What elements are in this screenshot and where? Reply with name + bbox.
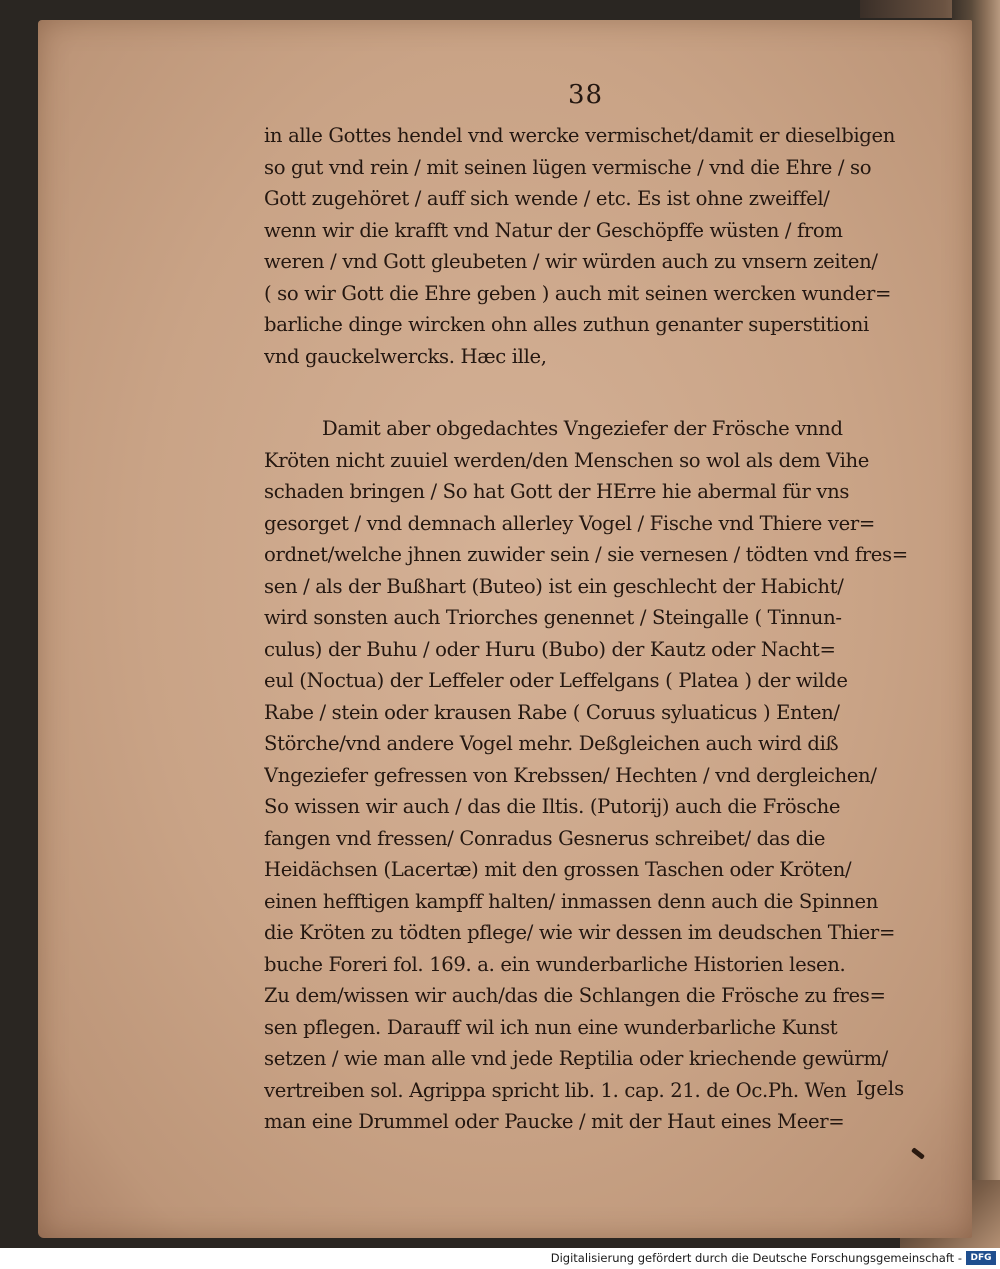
text-line: sen pflegen. Darauff wil ich nun eine wunderbarliche Kunst bbox=[264, 1015, 838, 1039]
text-line: Heidächsen (Lacertæ) mit den grossen Taschen oder Kröten/ bbox=[264, 858, 852, 881]
text-line: gesorget / vnd demnach allerley Vogel / Fische vnd Thiere ver= bbox=[264, 511, 875, 535]
text-line: weren / vnd Gott gleubeten / wir würden auch zu vnsern zeiten/ bbox=[264, 250, 878, 273]
page-number: 38 bbox=[568, 80, 604, 110]
text-line: Störche/vnd andere Vogel mehr. Deßgleichen auch wird diß bbox=[264, 732, 839, 755]
text-line: einen hefftigen kampff halten/ inmassen denn auch die Spinnen bbox=[264, 889, 879, 913]
text-line: fangen vnd fressen/ Conradus Gesnerus schreibet/ das die bbox=[264, 826, 826, 850]
text-line: buche Foreri fol. 169. a. ein wunderbarliche Historien lesen. bbox=[264, 952, 846, 976]
footer-credit: Digitalisierung gefördert durch die Deutsche Forschungsgemeinschaft - bbox=[550, 1251, 962, 1265]
text-line: die Kröten zu tödten pflege/ wie wir dessen im deudschen Thier= bbox=[264, 921, 896, 944]
text-line: sen / als der Bußhart (Buteo) ist ein geschlecht der Habicht/ bbox=[264, 574, 844, 598]
text-line: eul (Noctua) der Leffeler oder Leffelgans ( Platea ) der wilde bbox=[264, 669, 848, 692]
text-line: vnd gauckelwercks. Hæc ille, bbox=[264, 344, 547, 368]
text-line: Gott zugehöret / auff sich wende / etc. Es ist ohne zweiffel/ bbox=[264, 187, 830, 210]
text-line: So wissen wir auch / das die Iltis. (Putorij) auch die Frösche bbox=[264, 795, 841, 818]
text-line: Vngeziefer gefressen von Krebssen/ Hechten / vnd dergleichen/ bbox=[264, 763, 877, 787]
text-line: culus) der Buhu / oder Huru (Bubo) der Kautz oder Nacht= bbox=[264, 637, 836, 661]
footer-bar bbox=[0, 1248, 1000, 1269]
text-line: Kröten nicht zuuiel werden/den Menschen so wol als dem Vihe bbox=[264, 448, 870, 472]
text-line: so gut vnd rein / mit seinen lügen vermische / vnd die Ehre / so bbox=[264, 155, 872, 179]
book-page bbox=[38, 20, 972, 1238]
text-line: Rabe / stein oder krausen Rabe ( Coruus syluaticus ) Enten/ bbox=[264, 700, 840, 724]
catchword: Igels bbox=[856, 1077, 905, 1100]
text-line: Damit aber obgedachtes Vngeziefer der Frösche vnnd bbox=[322, 417, 843, 440]
text-line: ordnet/welche jhnen zuwider sein / sie vernesen / tödten vnd fres= bbox=[264, 543, 908, 566]
text-line: vertreiben sol. Agrippa spricht lib. 1. cap. 21. de Oc.Ph. Wen bbox=[264, 1078, 847, 1102]
text-line: Zu dem/wissen wir auch/das die Schlangen die Frösche zu fres= bbox=[264, 984, 886, 1007]
page-text bbox=[264, 120, 924, 1138]
text-line: ( so wir Gott die Ehre geben ) auch mit seinen wercken wunder= bbox=[264, 281, 892, 305]
text-line: wenn wir die krafft vnd Natur der Geschöpffe wüsten / from bbox=[264, 218, 843, 242]
paragraph-gap bbox=[264, 372, 924, 413]
text-line: wird sonsten auch Triorches genennet / Steingalle ( Tinnun- bbox=[264, 606, 842, 629]
text-line: in alle Gottes hendel vnd wercke vermischet/damit er dieselbigen bbox=[264, 124, 896, 147]
dfg-logo: DFG bbox=[966, 1251, 996, 1265]
text-line: man eine Drummel oder Paucke / mit der Haut eines Meer= bbox=[264, 1110, 845, 1133]
ink-mark bbox=[911, 1147, 925, 1160]
text-line: schaden bringen / So hat Gott der HErre hie abermal für vns bbox=[264, 480, 850, 503]
text-line: barliche dinge wircken ohn alles zuthun genanter superstitioni bbox=[264, 313, 869, 336]
text-line: setzen / wie man alle vnd jede Reptilia oder kriechende gewürm/ bbox=[264, 1047, 888, 1070]
